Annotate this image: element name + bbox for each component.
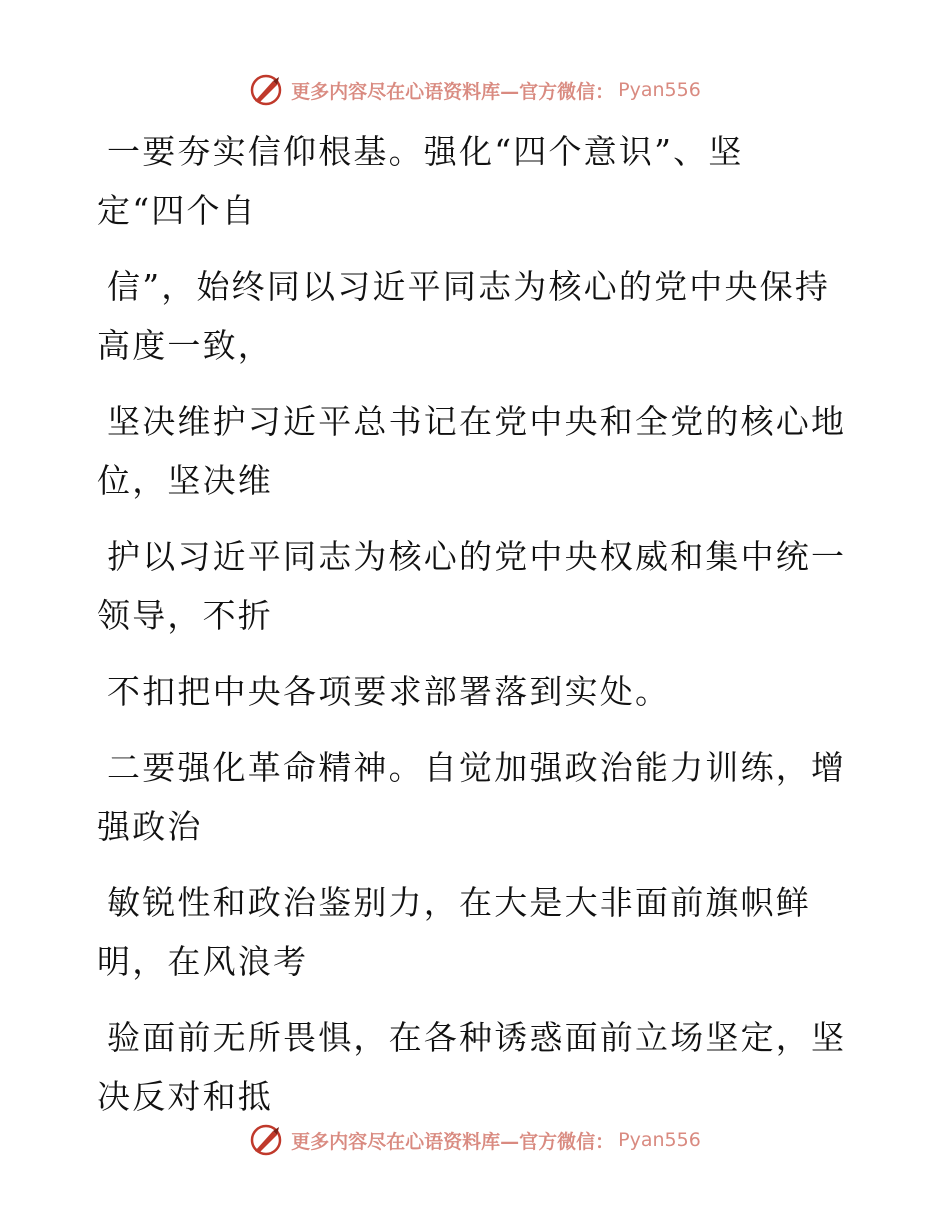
text-line: 一要夯实信仰根基。强化“四个意识”、坚	[107, 132, 744, 171]
paragraph	[97, 392, 847, 510]
pen-logo-icon	[249, 73, 283, 107]
watermark-wechat-id: Pyan556	[618, 1129, 701, 1151]
paragraph	[97, 738, 847, 856]
document-body	[97, 122, 847, 1126]
text-line: 信”，始终同以习近平同志为核心的党中央保持	[107, 267, 831, 306]
text-line: 敏锐性和政治鉴别力，在大是大非面前旗帜鲜	[107, 883, 811, 922]
text-line: 领导，不折	[97, 596, 273, 635]
text-line: 验面前无所畏惧，在各种诱惑面前立场坚定，坚	[107, 1018, 847, 1057]
text-line: 坚决维护习近平总书记在党中央和全党的核心地	[107, 402, 847, 441]
header-watermark	[0, 70, 950, 110]
paragraph	[97, 662, 837, 721]
text-line: 定“四个自	[97, 191, 257, 230]
text-line: 决反对和抵	[97, 1077, 273, 1116]
paragraph	[97, 257, 837, 375]
text-line: 强政治	[97, 807, 203, 846]
paragraph	[97, 122, 837, 240]
watermark-text: 更多内容尽在心语资料库—官方微信：	[291, 1130, 615, 1153]
text-line: 不扣把中央各项要求部署落到实处。	[107, 672, 671, 711]
pen-logo-icon	[249, 1123, 283, 1157]
paragraph	[97, 1008, 847, 1126]
paragraph	[97, 527, 847, 645]
text-line: 明，在风浪考	[97, 942, 309, 981]
paragraph	[97, 873, 837, 991]
text-line: 护以习近平同志为核心的党中央权威和集中统一	[107, 537, 847, 576]
footer-watermark	[0, 1120, 950, 1160]
text-line: 高度一致，	[97, 326, 273, 365]
watermark-text: 更多内容尽在心语资料库—官方微信：	[291, 80, 615, 103]
text-line: 位，坚决维	[97, 461, 273, 500]
watermark-wechat-id: Pyan556	[618, 79, 701, 101]
text-line: 二要强化革命精神。自觉加强政治能力训练，增	[107, 748, 847, 787]
